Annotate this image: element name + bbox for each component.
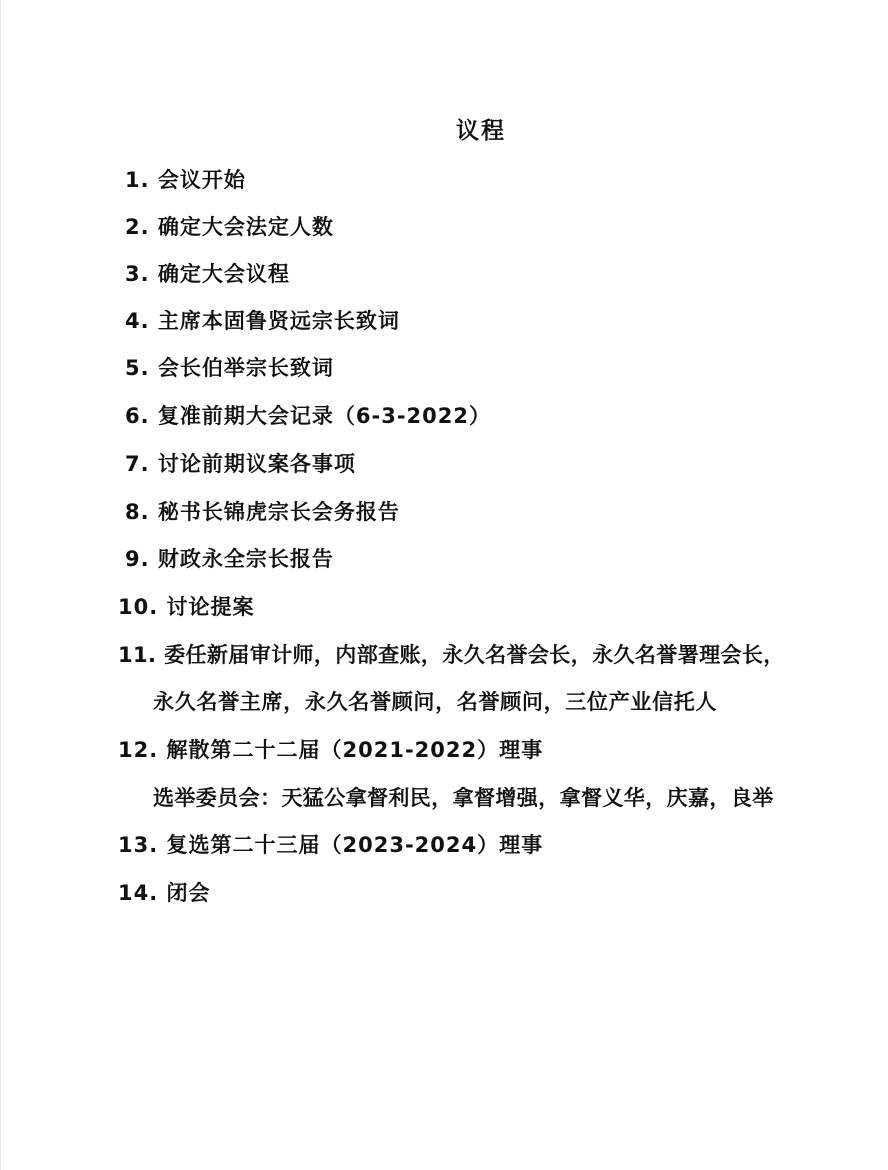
agenda-item-3: 3. 确定大会议程 (125, 262, 290, 286)
agenda-item-12-election-committee: 选举委员会：天猛公拿督利民，拿督增强，拿督义华，庆嘉，良举 (153, 786, 774, 810)
agenda-item-13: 13. 复选第二十三届（2023-2024）理事 (118, 833, 544, 857)
agenda-item-11: 11. 委任新届审计师，内部查账，永久名誉会长，永久名誉署理会长， (118, 643, 785, 667)
agenda-item-7: 7. 讨论前期议案各事项 (125, 452, 356, 476)
agenda-title: 议程 (456, 118, 506, 144)
agenda-item-11-continued: 永久名誉主席，永久名誉顾问，名誉顾问，三位产业信托人 (153, 690, 718, 714)
agenda-item-4: 4. 主席本固鲁贤远宗长致词 (125, 309, 400, 333)
agenda-item-8: 8. 秘书长锦虎宗长会务报告 (125, 500, 400, 524)
agenda-item-6: 6. 复准前期大会记录（6-3-2022） (125, 404, 492, 428)
agenda-item-12: 12. 解散第二十二届（2021-2022）理事 (118, 738, 544, 762)
agenda-item-1: 1. 会议开始 (125, 168, 246, 192)
agenda-item-9: 9. 财政永全宗长报告 (125, 547, 334, 571)
agenda-item-10: 10. 讨论提案 (118, 595, 255, 619)
agenda-item-14: 14. 闭会 (118, 881, 211, 905)
agenda-item-5: 5. 会长伯举宗长致词 (125, 356, 334, 380)
agenda-item-2: 2. 确定大会法定人数 (125, 215, 334, 239)
